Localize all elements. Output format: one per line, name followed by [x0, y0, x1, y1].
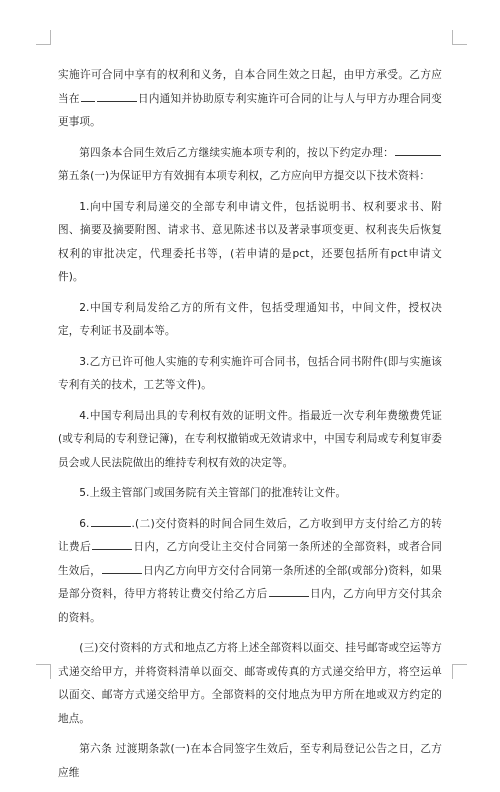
crop-mark-bottom-right	[452, 664, 467, 679]
paragraph-text: .(二)交付资料的时间合同生效后，乙方收到甲方支付给乙方的转让费后	[58, 517, 442, 553]
paragraph-text: 1.向中国专利局递交的全部专利申请文件，包括说明书、权利要求书、附图、摘要及摘要附图、请求书、意见陈述书以及著录事项变更、权利丧失后恢复权利的审批决定，代理委托书等，(若申请的是pct，还要包括所有pct申请文件)。	[58, 200, 442, 283]
fill-in-blank	[97, 89, 137, 102]
paragraph-text: 第六条 过渡期条款(一)在本合同签字生效后，至专利局登记公告之日，乙方应维	[58, 743, 442, 779]
paragraph	[58, 196, 442, 290]
paragraph-text: 日内乙方向甲方交付合同第一条所述的全部(或部分)资料，如果是部分资料，待甲方将转让费交付给乙方后	[58, 564, 442, 600]
fill-in-blank	[81, 89, 95, 102]
fill-in-blank	[269, 584, 309, 597]
fill-in-blank	[92, 537, 132, 550]
paragraph	[58, 297, 442, 344]
paragraph-text: 5.上级主管部门或国务院有关主管部门的批准转让文件。	[79, 487, 347, 499]
crop-mark-top-left	[36, 30, 51, 45]
paragraph	[58, 738, 442, 785]
paragraph-text: 实施许可合同中享有的权利和义务，自本合同生效之日起，由甲方承受。乙方应当在	[58, 69, 442, 105]
paragraph	[58, 482, 442, 506]
paragraph-text: 日内通知并协助原专利实施许可合同的让与人与甲方办理合同变更事项。	[58, 92, 442, 128]
paragraph-text: (三)交付资料的方式和地点乙方将上述全部资料以面交、挂号邮寄或空运等方式递交给甲方，并将资料清单以面交、邮寄或传真的方式递交给甲方，将空运单以面交、邮寄方式递交给甲方。全部资料的交付地点为甲方所在地或双方约定的地点。	[58, 642, 442, 725]
paragraph-text: 4.中国专利局出具的专利权有效的证明文件。指最近一次专利年费缴费凭证(或专利局的专利登记簿)，在专利权撤销或无效请求中，中国专利局或专利复审委员会或人民法院做出的维持专利权有效的决定等。	[58, 409, 442, 469]
crop-mark-bottom-left	[36, 664, 51, 679]
paragraph	[58, 405, 442, 476]
paragraph-text: 3.乙方已许可他人实施的专利实施许可合同书，包括合同书附件(即与实施该专利有关的技术，工艺等文件)。	[58, 355, 442, 391]
paragraph-text: 2.中国专利局发给乙方的所有文件，包括受理通知书，中间文件，授权决定，专利证书及副本等。	[58, 301, 442, 337]
paragraph	[58, 64, 442, 135]
paragraph-text: 6.	[79, 517, 90, 530]
crop-mark-top-right	[452, 30, 467, 45]
document-body	[58, 64, 442, 792]
fill-in-blank	[102, 561, 142, 574]
fill-in-blank	[395, 143, 441, 156]
paragraph	[58, 142, 442, 189]
paragraph-text: 日内，乙方向甲方交付其余的资料。	[58, 588, 442, 624]
paragraph-text: 第五条(一)为保证甲方有效拥有本项专利权，乙方应向甲方提交以下技术资料：	[58, 170, 431, 182]
paragraph-text: 第四条本合同生效后乙方继续实施本项专利的，按以下约定办理：	[79, 146, 394, 159]
paragraph	[58, 351, 442, 398]
fill-in-blank	[91, 514, 131, 527]
paragraph	[58, 637, 442, 731]
paragraph-text: 日内，乙方向受让主交付合同第一条所述的全部资料，或者合同生效后，	[58, 541, 442, 577]
paragraph	[58, 513, 442, 631]
